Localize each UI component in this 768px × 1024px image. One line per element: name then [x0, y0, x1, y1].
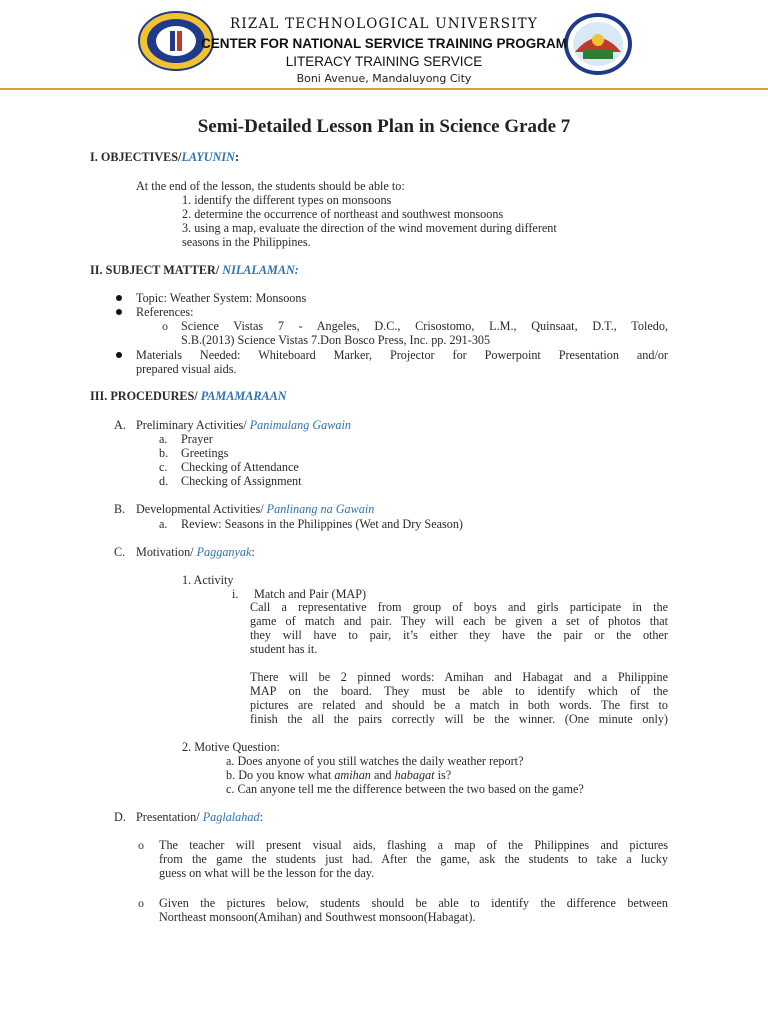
- activity-subtitle: Match and Pair (MAP): [254, 587, 367, 601]
- address: Boni Avenue, Mandaluyong City: [296, 72, 472, 85]
- section-d-label: D.: [114, 810, 126, 824]
- university-name: RIZAL TECHNOLOGICAL UNIVERSITY: [230, 16, 538, 32]
- list-marker: d.: [159, 474, 169, 488]
- objectives-intro: At the end of the lesson, the students should be able to:: [136, 179, 405, 193]
- list-item: Review: Seasons in the Philippines (Wet and Dry Season): [181, 517, 463, 531]
- section-a-title: Preliminary Activities/ Panimulang Gawain: [136, 418, 351, 432]
- paragraph-line: Northeast monsoon(Amihan) and Southwest monsoon(Habagat).: [159, 910, 476, 924]
- bullet-icon: [116, 309, 122, 315]
- bullet-icon: [116, 352, 122, 358]
- paragraph-line: The teacher will present visual aids, flashing a map of the Philippines and pictures: [159, 838, 668, 852]
- header-divider: [0, 88, 768, 90]
- section-c-title: Motivation/ Pagganyak:: [136, 545, 255, 559]
- paragraph-line: guess on what will be the lesson for the day.: [159, 866, 375, 880]
- motive-label: 2. Motive Question:: [182, 740, 280, 754]
- list-marker: c.: [159, 460, 168, 474]
- list-marker: a.: [159, 432, 168, 446]
- section-a-label: A.: [114, 418, 126, 432]
- paragraph-line: they will have to pair, it’s either they have the pair or the other: [250, 628, 668, 642]
- materials-line: Materials Needed: Whiteboard Marker, Projector for Powerpoint Presentation and/or: [136, 348, 668, 362]
- paragraph-line: pictures are related and should be a match in both words. The first to: [250, 698, 668, 712]
- list-marker: i.: [232, 587, 239, 601]
- reference-line: S.B.(2013) Science Vistas 7.Don Bosco Press, Inc. pp. 291-305: [181, 333, 491, 347]
- list-item: Checking of Assignment: [181, 474, 302, 488]
- paragraph-line: finish the all the pairs correctly will be the winner. (One minute only): [250, 712, 668, 726]
- paragraph-line: There will be 2 pinned words: Amihan and Habagat and a Philippine: [250, 670, 668, 684]
- service-name: LITERACY TRAINING SERVICE: [285, 54, 483, 69]
- subject-heading: II. SUBJECT MATTER/ NILALAMAN:: [90, 263, 299, 277]
- circle-bullet-icon: o: [138, 896, 144, 910]
- paragraph-line: student has it.: [250, 642, 318, 656]
- circle-bullet-icon: o: [138, 838, 144, 852]
- circle-bullet-icon: o: [162, 319, 168, 333]
- section-b-title: Developmental Activities/ Panlinang na Gawain: [136, 502, 375, 516]
- paragraph-line: MAP on the board. They must be able to identify which of the: [250, 684, 668, 698]
- section-c-label: C.: [114, 545, 126, 559]
- objectives-heading: I. OBJECTIVES/LAYUNIN:: [90, 150, 239, 164]
- objective-item: 2. determine the occurrence of northeast and southwest monsoons: [182, 207, 504, 221]
- materials-line: prepared visual aids.: [136, 362, 237, 376]
- list-item: Prayer: [181, 432, 213, 446]
- objective-item: 1. identify the different types on monsoons: [182, 193, 392, 207]
- objective-item: seasons in the Philippines.: [182, 235, 311, 249]
- motive-question: b. Do you know what amihan and habagat is?: [226, 768, 452, 782]
- page-title: Semi-Detailed Lesson Plan in Science Grade 7: [197, 116, 571, 137]
- list-item: Greetings: [181, 446, 229, 460]
- bullet-icon: [116, 295, 122, 301]
- paragraph-line: from the game the students just had. After the game, ask the students to take a lucky: [159, 852, 668, 866]
- objective-item: 3. using a map, evaluate the direction of the wind movement during different: [182, 221, 557, 235]
- reference-line: Science Vistas 7 - Angeles, D.C., Crisostomo, L.M., Quinsaat, D.T., Toledo,: [181, 319, 668, 333]
- paragraph-line: game of match and pair. They will each be given a set of photos that: [250, 614, 668, 628]
- section-b-label: B.: [114, 502, 126, 516]
- motive-question: c. Can anyone tell me the difference between the two based on the game?: [226, 782, 584, 796]
- motive-question: a. Does anyone of you still watches the daily weather report?: [226, 754, 524, 768]
- references-label: References:: [136, 305, 194, 319]
- activity-label: 1. Activity: [182, 573, 234, 587]
- paragraph-line: Call a representative from group of boys and girls participate in the: [250, 600, 668, 614]
- procedures-heading: III. PROCEDURES/ PAMAMARAAN: [90, 389, 287, 403]
- program-name: CENTER FOR NATIONAL SERVICE TRAINING PROGRAM: [200, 36, 568, 51]
- section-d-title: Presentation/ Paglalahad:: [136, 810, 263, 824]
- list-marker: b.: [159, 446, 169, 460]
- topic: Topic: Weather System: Monsoons: [136, 291, 307, 305]
- paragraph-line: Given the pictures below, students should be able to identify the difference between: [159, 896, 668, 910]
- list-marker: a.: [159, 517, 168, 531]
- list-item: Checking of Attendance: [181, 460, 299, 474]
